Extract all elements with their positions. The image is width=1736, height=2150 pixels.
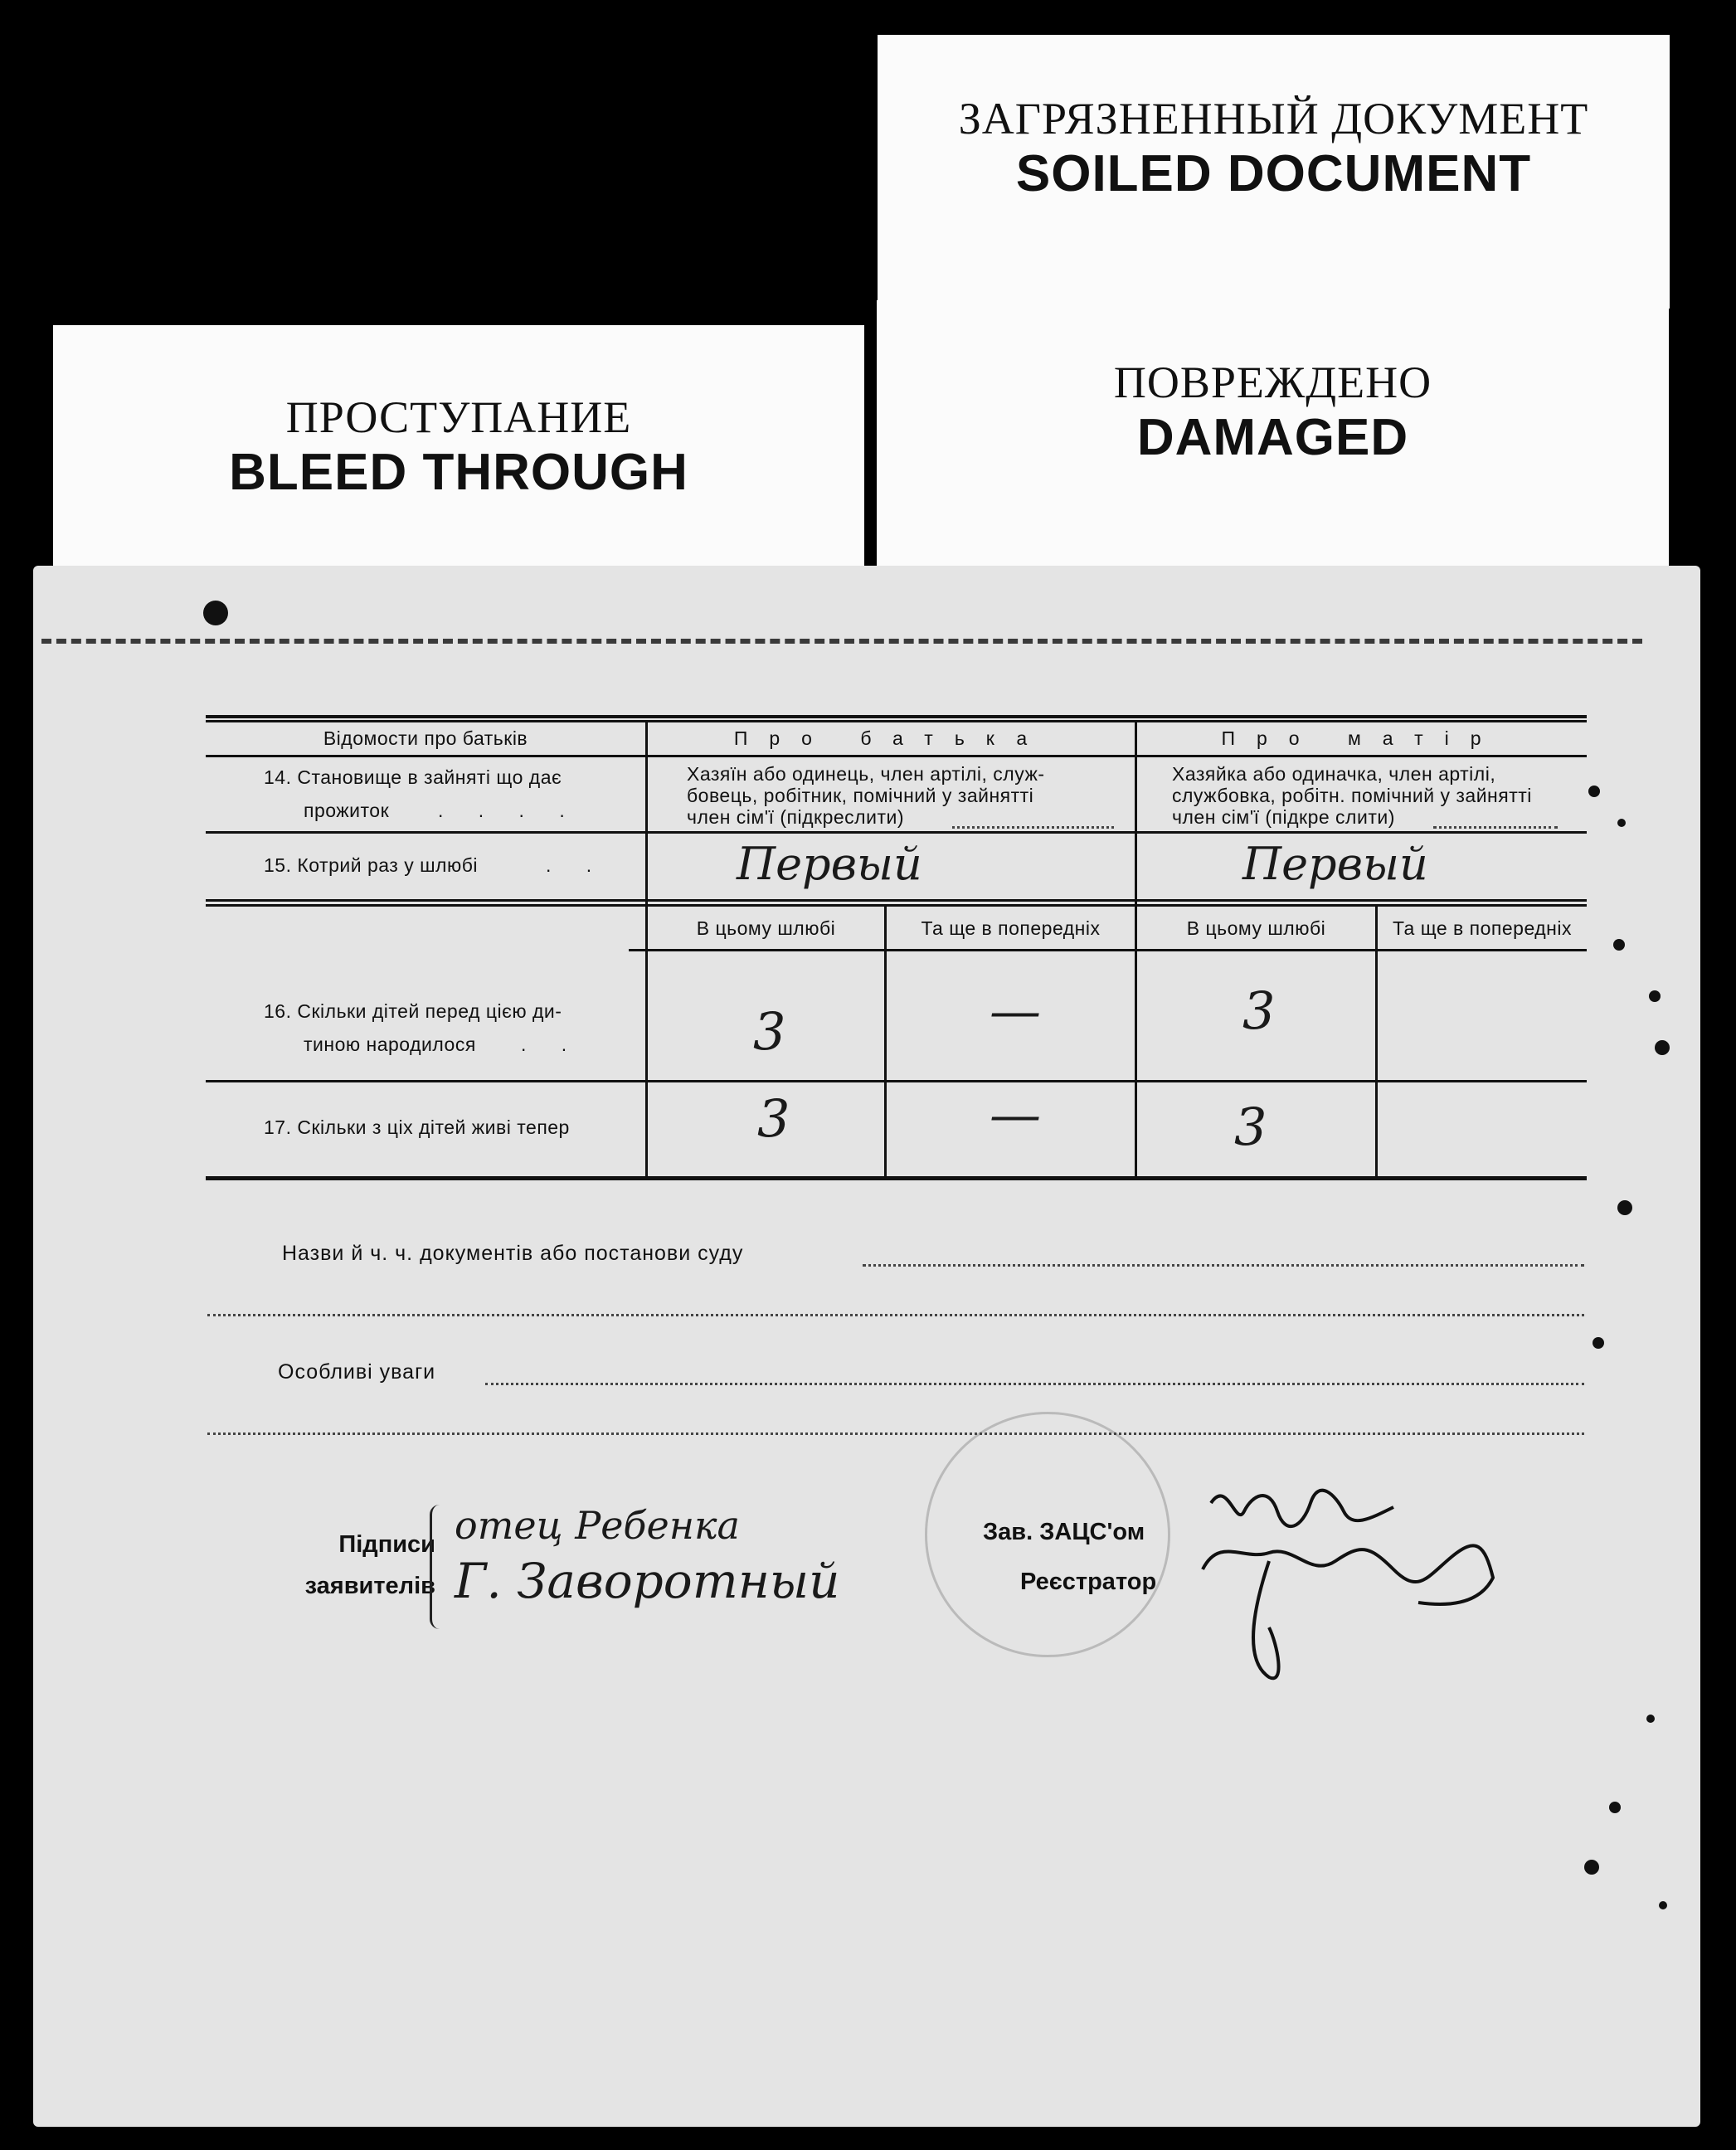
punch-hole bbox=[1659, 1901, 1667, 1909]
soiled-label-ru: ЗАГРЯЗНЕННЫЙ ДОКУМЕНТ bbox=[958, 94, 1589, 143]
subheader-mother-previous: Та ще в попередніх bbox=[1393, 917, 1572, 939]
row14-mother-line3: член сім'ї (підкре слити) bbox=[1172, 806, 1395, 828]
row14-label-line2: прожиток bbox=[304, 800, 390, 821]
subheader-father-this-marriage: В цьому шлюбі bbox=[696, 917, 836, 939]
row14-label-line1: 14. Становище в зайнятi що дає bbox=[264, 766, 562, 788]
row14-mother-line1: Хазяйка або одиначка, член артілі, bbox=[1172, 763, 1496, 785]
soiled-document-card bbox=[878, 35, 1670, 309]
row15-father-value: Первый bbox=[737, 838, 922, 890]
applicant-signature-2: Г. Заворотный bbox=[455, 1553, 840, 1609]
document-sheet bbox=[33, 566, 1700, 2127]
row14-father-line3: член сім'ї (підкреслити) bbox=[687, 806, 904, 828]
row17-father-previous: — bbox=[990, 1084, 1041, 1145]
row15-dots: . . bbox=[546, 854, 607, 876]
signatures-label-line1: Підписи bbox=[338, 1531, 435, 1558]
row17-mother-this: 3 bbox=[1234, 1097, 1267, 1157]
row15-mother-value: Первый bbox=[1242, 838, 1428, 890]
punch-hole bbox=[1617, 1200, 1632, 1215]
punch-hole bbox=[1617, 819, 1626, 827]
head-of-registry-label: Зав. ЗАЦС'ом bbox=[983, 1519, 1145, 1545]
header-father: Про батька bbox=[733, 727, 1049, 749]
row14-father-line1: Хазяїн або одинець, член артілі, служ- bbox=[687, 763, 1045, 785]
punch-hole bbox=[1593, 1337, 1604, 1349]
row14-dots: . . . . bbox=[438, 800, 580, 821]
notes-line-2 bbox=[207, 1433, 1584, 1435]
punch-hole bbox=[1649, 990, 1661, 1002]
ink-blot bbox=[203, 601, 228, 625]
row16-father-previous: — bbox=[990, 980, 1041, 1041]
punch-hole bbox=[1655, 1040, 1670, 1055]
documents-line-1 bbox=[863, 1264, 1584, 1267]
notes-label: Особливі уваги bbox=[278, 1360, 436, 1384]
notes-line-1 bbox=[485, 1383, 1584, 1385]
documents-label: Назви й ч. ч. документів або постанови суду bbox=[282, 1242, 744, 1265]
punch-hole bbox=[1613, 939, 1625, 951]
subheader-father-previous: Та ще в попередніх bbox=[921, 917, 1101, 939]
signature-brace bbox=[430, 1505, 444, 1629]
damaged-label-en: DAMAGED bbox=[1136, 409, 1409, 466]
soiled-label-en: SOILED DOCUMENT bbox=[1015, 145, 1532, 202]
documents-line-2 bbox=[207, 1314, 1584, 1316]
official-signatures bbox=[1178, 1478, 1609, 1694]
row15-label: 15. Котрий раз у шлюбі bbox=[264, 854, 479, 876]
perforation-line bbox=[41, 639, 1642, 644]
row17-father-this: 3 bbox=[757, 1088, 790, 1149]
applicant-signature-1: отец Ребенка bbox=[455, 1503, 740, 1548]
punch-hole bbox=[1584, 1860, 1599, 1875]
registrar-label: Реєстратор bbox=[1020, 1569, 1157, 1595]
row16-label-line2: тиною народилося bbox=[304, 1034, 476, 1055]
damaged-label-ru: ПОВРЕЖДЕНО bbox=[1113, 358, 1432, 407]
punch-hole bbox=[1646, 1715, 1655, 1723]
row14-father-line2: бовець, робітник, помічний у зайнятті bbox=[687, 785, 1034, 806]
bleed-label-ru: ПРОСТУПАНИЕ bbox=[285, 392, 632, 442]
row16-dots: . . bbox=[521, 1034, 582, 1055]
signatures-label-line2: заявителів bbox=[304, 1573, 435, 1599]
header-parents-info: Відомости про батьків bbox=[323, 727, 528, 749]
punch-hole bbox=[1609, 1802, 1621, 1813]
damaged-card bbox=[877, 300, 1669, 574]
row16-label-line1: 16. Скільки дітей перед цією ди- bbox=[264, 1000, 562, 1022]
row16-father-this: 3 bbox=[753, 1001, 786, 1062]
header-mother: Про матір bbox=[1221, 727, 1503, 749]
row14-mother-line2: службовка, робітн. помічний у зайнятті bbox=[1172, 785, 1532, 806]
row17-label: 17. Скільки з ціх дітей живі тепер bbox=[264, 1116, 570, 1138]
punch-hole bbox=[1588, 786, 1600, 797]
subheader-mother-this-marriage: В цьому шлюбі bbox=[1186, 917, 1326, 939]
applicants-signature-label bbox=[257, 1524, 435, 1607]
bleed-through-card bbox=[53, 325, 864, 599]
bleed-label-en: BLEED THROUGH bbox=[229, 444, 688, 501]
parents-info-table bbox=[206, 715, 1587, 1180]
row16-mother-this: 3 bbox=[1242, 980, 1276, 1041]
